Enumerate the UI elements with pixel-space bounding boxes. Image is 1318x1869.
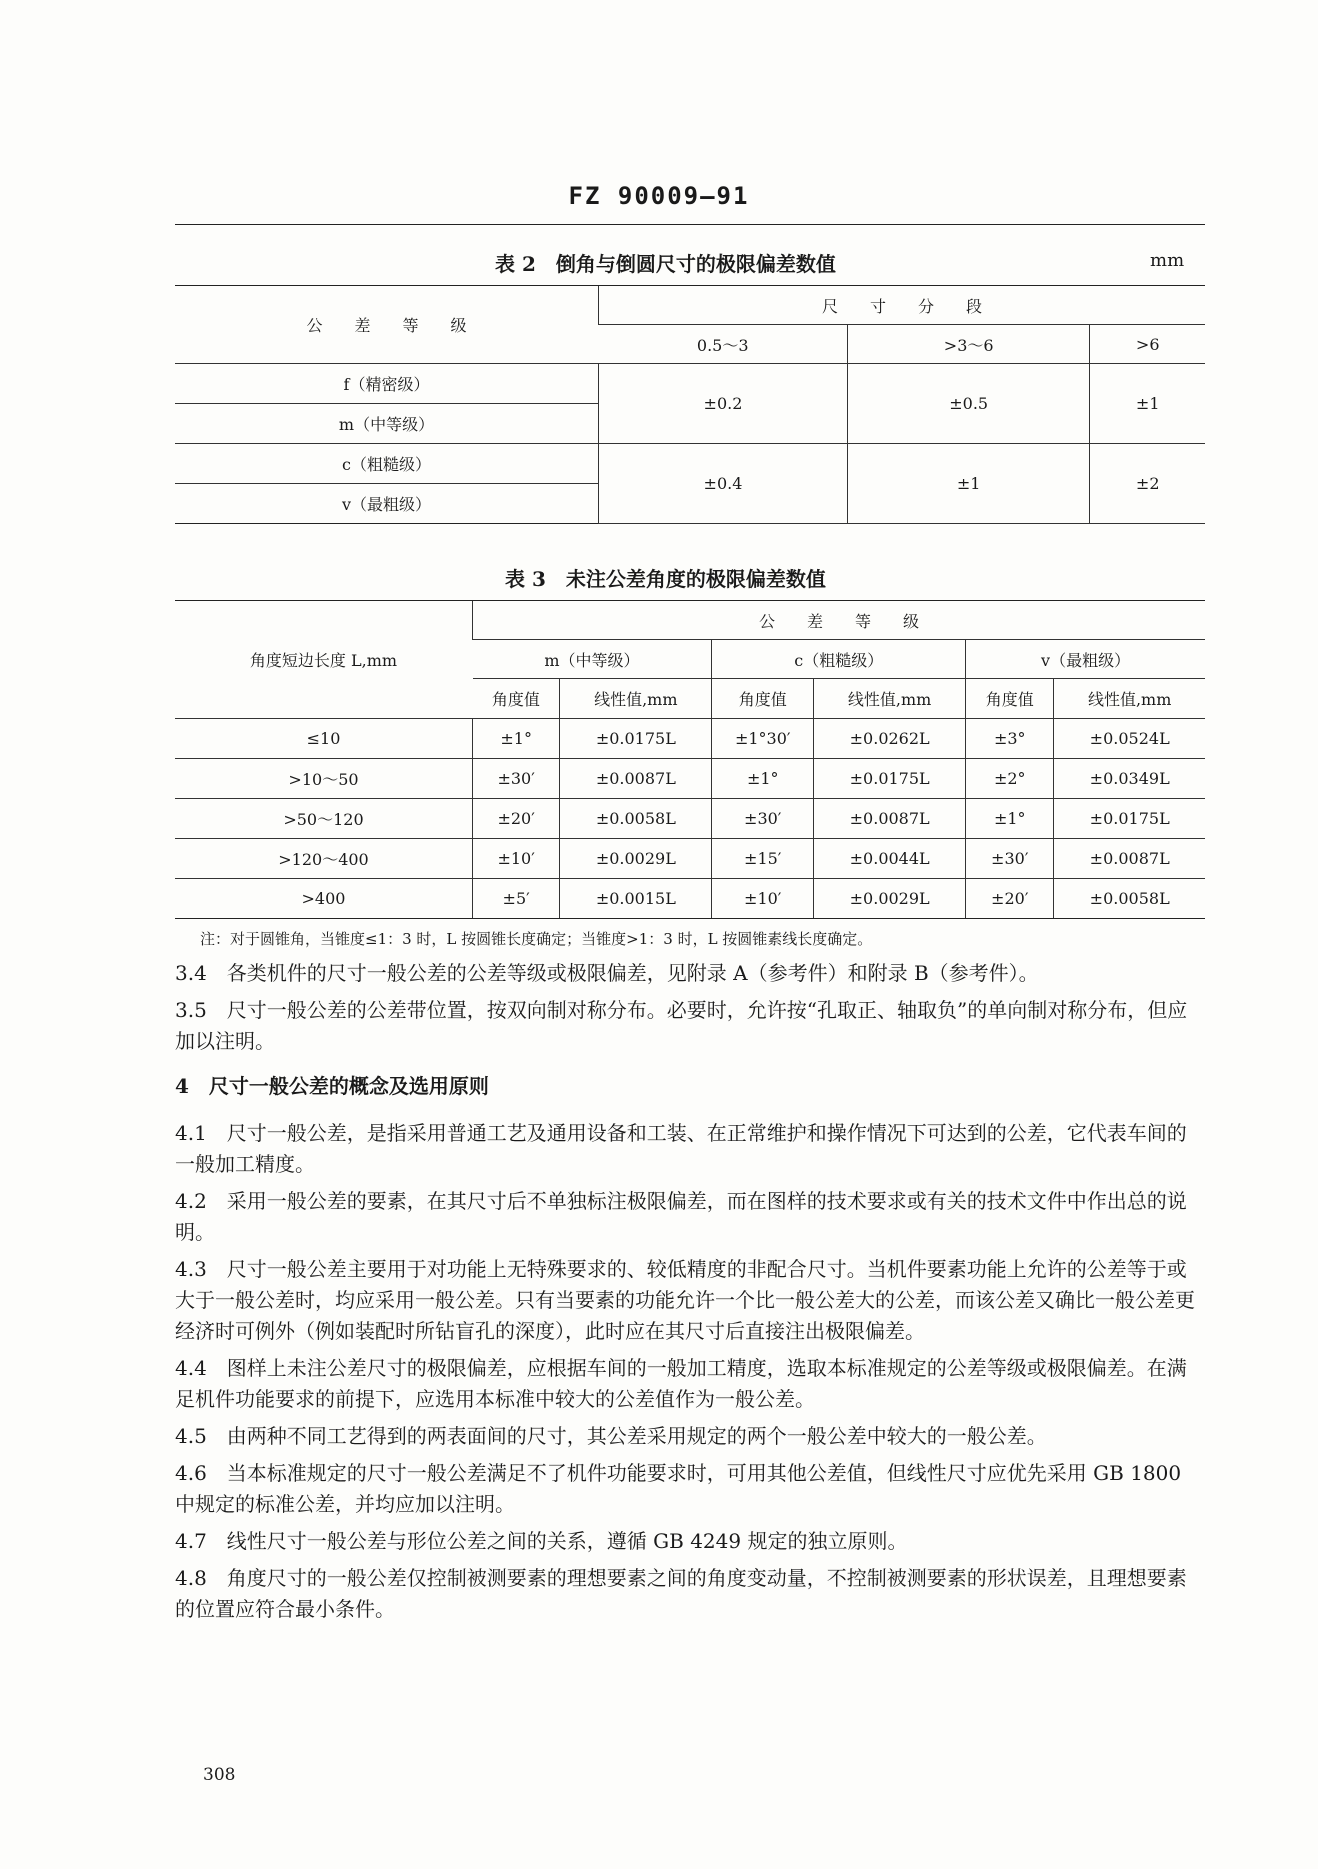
table3-cell: ±0.0087L bbox=[814, 799, 966, 839]
table2-grade: f（精密级） bbox=[175, 364, 599, 404]
table3-cell: ±0.0029L bbox=[814, 879, 966, 919]
table2-grade: v（最粗级） bbox=[175, 484, 599, 524]
table3-cell: ±30′ bbox=[712, 799, 814, 839]
table3-grade: m（中等级） bbox=[473, 640, 712, 679]
table3-grade: c（粗糙级） bbox=[712, 640, 966, 679]
table3-grade: v（最粗级） bbox=[966, 640, 1205, 679]
table3-cell: ±0.0058L bbox=[1054, 879, 1205, 919]
clause-4-5: 4.5 由两种不同工艺得到的两表面间的尺寸，其公差采用规定的两个一般公差中较大的一般公差。 bbox=[175, 1424, 1047, 1448]
table3-cell: ±30′ bbox=[473, 759, 560, 799]
header-rule bbox=[175, 224, 1205, 225]
table3-note: 注：对于圆锥角，当锥度≤1：3 时，L 按圆锥长度确定；当锥度>1：3 时，L 按圆锥素线长度确定。 bbox=[200, 930, 873, 948]
table3-cell: ±10′ bbox=[473, 839, 560, 879]
table3-sub-header: 角度值 bbox=[473, 679, 560, 719]
table3-cell: ±0.0262L bbox=[814, 719, 966, 759]
table2 bbox=[175, 285, 1205, 524]
clause-3-4: 3.4 各类机件的尺寸一般公差的公差等级或极限偏差，见附录 A（参考件）和附录 B（参考件）。 bbox=[175, 961, 1039, 985]
table3-cell: ±2° bbox=[966, 759, 1054, 799]
table3-cell: ±20′ bbox=[473, 799, 560, 839]
table2-size-range: 0.5～3 bbox=[599, 325, 848, 364]
table3-cell: ±0.0029L bbox=[560, 839, 712, 879]
table3-cell: ±30′ bbox=[966, 839, 1054, 879]
table2-grade: m（中等级） bbox=[175, 404, 599, 444]
table2-cell: ±2 bbox=[1090, 444, 1205, 524]
table2-cell: ±1 bbox=[847, 444, 1089, 524]
table-row bbox=[175, 364, 1205, 404]
table2-caption: 表 2 倒角与倒圆尺寸的极限偏差数值 bbox=[495, 252, 836, 276]
clause-4-8: 4.8 角度尺寸的一般公差仅控制被测要素的理想要素之间的角度变动量，不控制被测要素的形状误差，且理想要素的位置应符合最小条件。 bbox=[175, 1566, 1187, 1621]
table-row bbox=[175, 759, 1205, 799]
clause-4-7: 4.7 线性尺寸一般公差与形位公差之间的关系，遵循 GB 4249 规定的独立原则。 bbox=[175, 1529, 908, 1553]
table3-cell: ±0.0175L bbox=[814, 759, 966, 799]
table3-length: >50～120 bbox=[175, 799, 473, 839]
clause-4-2: 4.2 采用一般公差的要素，在其尺寸后不单独标注极限偏差，而在图样的技术要求或有关的技术文件中作出总的说明。 bbox=[175, 1189, 1187, 1244]
table3-cell: ±10′ bbox=[712, 879, 814, 919]
table-row bbox=[175, 839, 1205, 879]
table-row bbox=[175, 444, 1205, 484]
section-4-heading: 4 尺寸一般公差的概念及选用原则 bbox=[175, 1074, 489, 1098]
table3-cell: ±3° bbox=[966, 719, 1054, 759]
table3-cell: ±20′ bbox=[966, 879, 1054, 919]
table-row bbox=[175, 879, 1205, 919]
body-text bbox=[175, 958, 1205, 1631]
table3-length: >10～50 bbox=[175, 759, 473, 799]
table3-caption: 表 3 未注公差角度的极限偏差数值 bbox=[505, 567, 826, 591]
table2-size-range: >3～6 bbox=[847, 325, 1089, 364]
table3-sub-header: 角度值 bbox=[712, 679, 814, 719]
table3-grade-header: 公 差 等 级 bbox=[473, 601, 1206, 640]
table2-cell: ±0.4 bbox=[599, 444, 848, 524]
table3-cell: ±0.0087L bbox=[560, 759, 712, 799]
table3-cell: ±0.0524L bbox=[1054, 719, 1205, 759]
table2-size-header: 尺 寸 分 段 bbox=[599, 286, 1206, 325]
table3-cell: ±0.0175L bbox=[560, 719, 712, 759]
table3-length: >400 bbox=[175, 879, 473, 919]
table3-length: ≤10 bbox=[175, 719, 473, 759]
table3-length-header: 角度短边长度 L,mm bbox=[175, 601, 473, 719]
table3-sub-header: 角度值 bbox=[966, 679, 1054, 719]
clause-4-3: 4.3 尺寸一般公差主要用于对功能上无特殊要求的、较低精度的非配合尺寸。当机件要素功能上允许的公差等于或大于一般公差时，均应采用一般公差。只有当要素的功能允许一个比一般公差大的公差，而该公差又确比一般公差更经济时可例外（例如装配时所钻盲孔的深度），此时应在其尺寸后直接注出极限偏差。 bbox=[175, 1257, 1195, 1343]
table3-cell: ±1°30′ bbox=[712, 719, 814, 759]
table3-cell: ±15′ bbox=[712, 839, 814, 879]
table3-cell: ±0.0058L bbox=[560, 799, 712, 839]
table2-cell: ±0.2 bbox=[599, 364, 848, 444]
table3-length: >120～400 bbox=[175, 839, 473, 879]
table2-cell: ±1 bbox=[1090, 364, 1205, 444]
table3-cell: ±5′ bbox=[473, 879, 560, 919]
table3-sub-header: 线性值,mm bbox=[814, 679, 966, 719]
clause-4-1: 4.1 尺寸一般公差，是指采用普通工艺及通用设备和工装、在正常维护和操作情况下可达到的公差，它代表车间的一般加工精度。 bbox=[175, 1121, 1187, 1176]
standard-code: FZ 90009—91 bbox=[568, 182, 750, 210]
table3-cell: ±1° bbox=[712, 759, 814, 799]
table3-cell: ±0.0044L bbox=[814, 839, 966, 879]
page-number: 308 bbox=[203, 1765, 236, 1785]
table3-cell: ±0.0349L bbox=[1054, 759, 1205, 799]
table3-cell: ±0.0087L bbox=[1054, 839, 1205, 879]
clause-3-5: 3.5 尺寸一般公差的公差带位置，按双向制对称分布。必要时，允许按“孔取正、轴取负”的单向制对称分布，但应加以注明。 bbox=[175, 998, 1188, 1053]
table3-sub-header: 线性值,mm bbox=[1054, 679, 1205, 719]
table3-cell: ±1° bbox=[966, 799, 1054, 839]
table3-cell: ±0.0175L bbox=[1054, 799, 1205, 839]
table2-cell: ±0.5 bbox=[847, 364, 1089, 444]
table-row bbox=[175, 719, 1205, 759]
clause-4-6: 4.6 当本标准规定的尺寸一般公差满足不了机件功能要求时，可用其他公差值，但线性尺寸应优先采用 GB 1800 中规定的标准公差，并均应加以注明。 bbox=[175, 1461, 1182, 1516]
clause-4-4: 4.4 图样上未注公差尺寸的极限偏差，应根据车间的一般加工精度，选取本标准规定的公差等级或极限偏差。在满足机件功能要求的前提下，应选用本标准中较大的公差值作为一般公差。 bbox=[175, 1356, 1187, 1411]
table2-grade: c（粗糙级） bbox=[175, 444, 599, 484]
table3-sub-header: 线性值,mm bbox=[560, 679, 712, 719]
table2-size-range: >6 bbox=[1090, 325, 1205, 364]
table2-grade-header: 公 差 等 级 bbox=[175, 286, 599, 364]
table3-cell: ±1° bbox=[473, 719, 560, 759]
table3-cell: ±0.0015L bbox=[560, 879, 712, 919]
table2-unit: mm bbox=[1150, 250, 1185, 271]
table-row bbox=[175, 799, 1205, 839]
table3 bbox=[175, 600, 1205, 919]
